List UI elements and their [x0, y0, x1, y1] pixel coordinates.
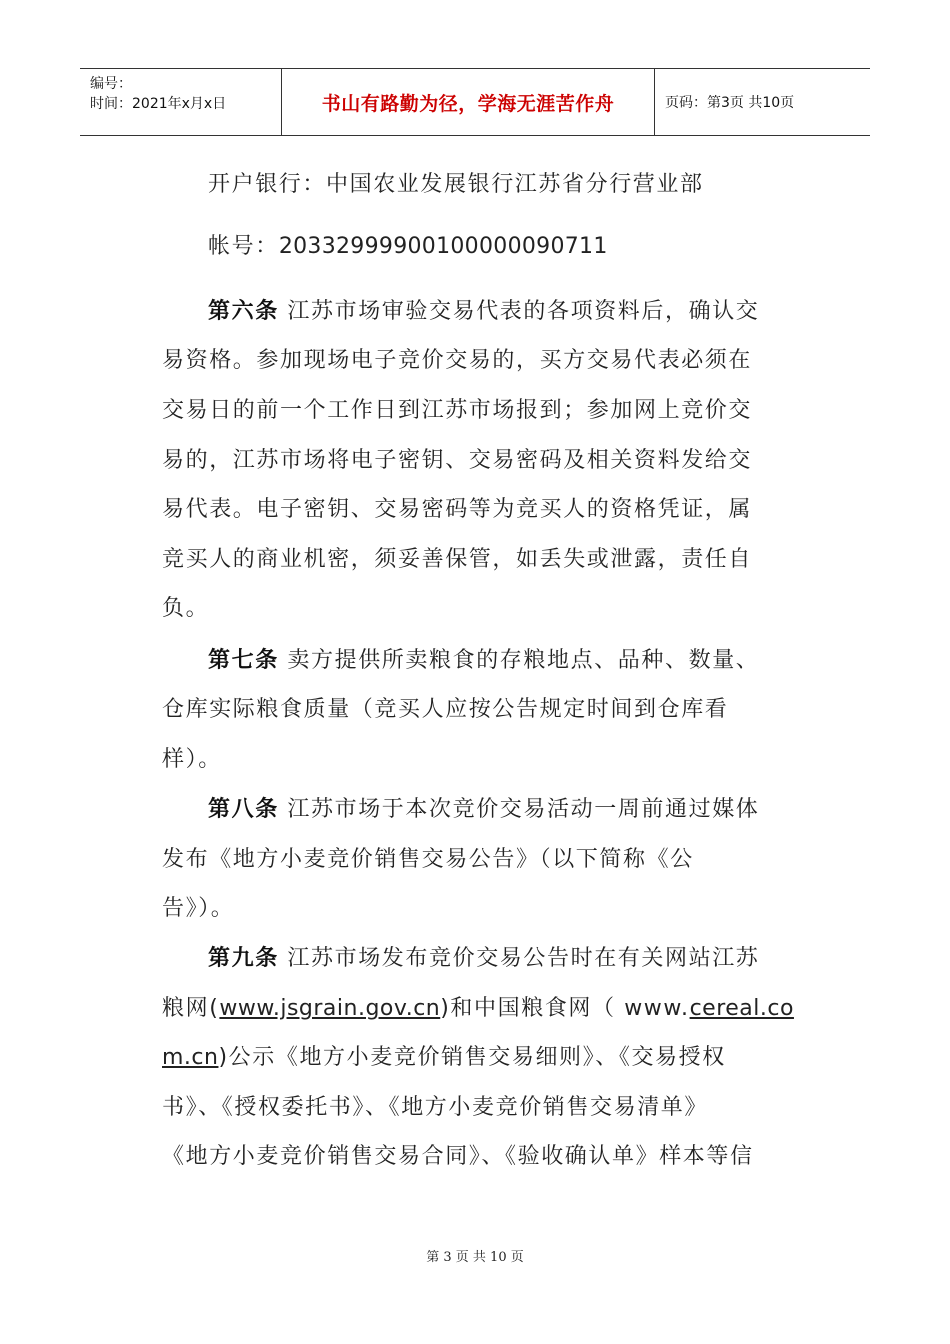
- article-7-line-1: [208, 646, 759, 676]
- article-9-text-2b: )和中国粮食网（ www.: [440, 996, 690, 1021]
- article-6-line-2: 易资格。参加现场电子竞价交易的，买方交易代表必须在: [162, 348, 753, 373]
- article-7-line-2: 仓库实际粮食质量（竞买人应按公告规定时间到仓库看: [162, 697, 729, 722]
- article-6-line-6: 竞买人的商业机密，须妥善保管，如丢失或泄露，责任自: [162, 547, 753, 572]
- bank-line: 开户银行：中国农业发展银行江苏省分行营业部: [208, 172, 704, 197]
- article-8-line-2: 发布《地方小麦竞价销售交易公告》（以下简称《公: [162, 847, 694, 872]
- article-8-title: 第八条: [208, 797, 279, 822]
- header-page-number: 页码：第3页 共10页: [665, 95, 795, 111]
- article-8-line-1: [208, 795, 759, 825]
- article-6-title: 第六条: [208, 299, 279, 324]
- jsgrain-link[interactable]: www.jsgrain.gov.cn: [219, 996, 441, 1021]
- article-9-line-4: 书》、《授权委托书》、《地方小麦竞价销售交易清单》: [162, 1095, 709, 1120]
- article-9-line-5: 《地方小麦竞价销售交易合同》、《验收确认单》样本等信: [162, 1144, 754, 1169]
- page-footer: 第 3 页 共 10 页: [426, 1250, 524, 1265]
- article-9-text-3: )公示《地方小麦竞价销售交易细则》、《交易授权: [218, 1045, 726, 1070]
- article-9-line-2: [162, 994, 794, 1024]
- document-header: [80, 68, 870, 136]
- article-6-line-5: 易代表。电子密钥、交易密码等为竞买人的资格凭证，属: [162, 497, 753, 522]
- article-9-line-1: [208, 944, 759, 974]
- article-7-text-1: 卖方提供所卖粮食的存粮地点、品种、数量、: [287, 648, 760, 673]
- document-date-label: 时间：2021年x月x日: [90, 96, 227, 112]
- article-7-title: 第七条: [208, 648, 279, 673]
- article-6-line-7: 负。: [162, 596, 210, 621]
- article-6-line-3: 交易日的前一个工作日到江苏市场报到；参加网上竞价交: [162, 398, 753, 423]
- header-motto: 书山有路勤为径，学海无涯苦作舟: [282, 69, 655, 135]
- article-8-text-1: 江苏市场于本次竞价交易活动一周前通过媒体: [287, 797, 760, 822]
- article-7-line-3: 样）。: [162, 747, 222, 772]
- article-9-text-1: 江苏市场发布竞价交易公告时在有关网站江苏: [287, 946, 760, 971]
- cereal-link-part-1[interactable]: cereal.co: [689, 996, 794, 1021]
- article-6-text-1: 江苏市场审验交易代表的各项资料后，确认交: [287, 299, 760, 324]
- article-9-text-2a: 粮网(: [162, 996, 220, 1021]
- article-9-title: 第九条: [208, 946, 279, 971]
- account-label: 帐号：: [208, 234, 279, 259]
- article-6-line-1: [208, 297, 759, 327]
- article-8-line-3: 告》）。: [162, 896, 235, 921]
- header-meta: [80, 69, 282, 135]
- account-line: [208, 232, 608, 262]
- article-6-line-4: 易的，江苏市场将电子密钥、交易密码及相关资料发给交: [162, 448, 753, 473]
- document-number-label: 编号：: [90, 76, 132, 92]
- article-9-line-3: [162, 1043, 726, 1073]
- account-number: 20332999900100000090711: [278, 234, 608, 259]
- cereal-link-part-2[interactable]: m.cn: [162, 1045, 219, 1070]
